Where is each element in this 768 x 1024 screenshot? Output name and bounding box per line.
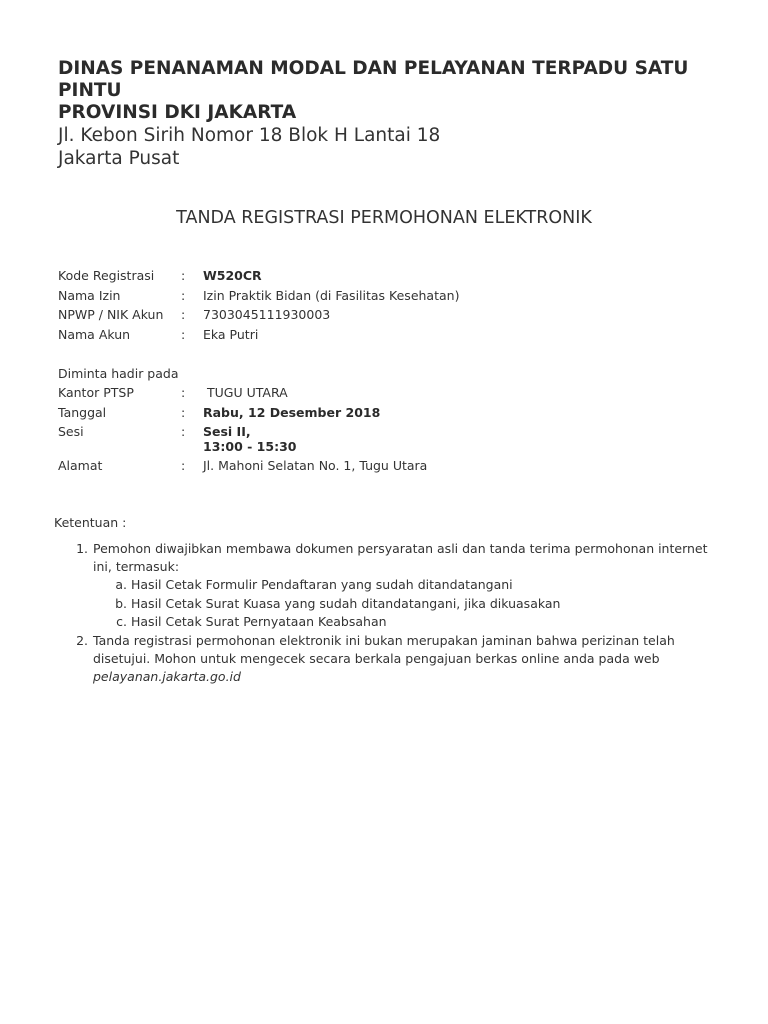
website-link[interactable]: pelayanan.jakarta.go.id bbox=[93, 668, 241, 684]
colon: : bbox=[181, 458, 186, 473]
row-npwp-nik bbox=[58, 305, 718, 325]
agency-address: Jl. Kebon Sirih Nomor 18 Blok H Lantai 18 bbox=[58, 125, 441, 146]
colon: : bbox=[181, 424, 186, 439]
value-nama-akun: Eka Putri bbox=[203, 326, 259, 342]
label-nama-izin: Nama Izin bbox=[58, 287, 121, 303]
row-tanggal bbox=[58, 403, 718, 423]
row-nama-akun bbox=[58, 325, 718, 345]
row-sesi bbox=[58, 422, 718, 456]
colon: : bbox=[181, 326, 186, 342]
value-nama-izin: Izin Praktik Bidan (di Fasilitas Kesehatan) bbox=[203, 287, 460, 303]
label-sesi: Sesi bbox=[58, 424, 84, 439]
value-npwp-nik: 7303045111930003 bbox=[203, 307, 331, 322]
agency-name: DINAS PENANAMAN MODAL DAN PELAYANAN TERPADU SATU PINTU bbox=[58, 58, 689, 101]
terms-subitem: c. Hasil Cetak Surat Pernyataan Keabsahan bbox=[131, 613, 714, 632]
value-sesi-name: Sesi II, bbox=[203, 424, 251, 439]
registration-details bbox=[58, 266, 718, 476]
terms-section bbox=[54, 514, 714, 686]
terms-item bbox=[92, 632, 714, 686]
label-diminta-hadir: Diminta hadir pada bbox=[58, 365, 179, 381]
label-nama-akun: Nama Akun bbox=[58, 326, 131, 342]
row-kantor-ptsp bbox=[58, 383, 718, 403]
value-kantor-ptsp: TUGU UTARA bbox=[207, 385, 288, 400]
value-kode-registrasi: W520CR bbox=[203, 268, 262, 283]
letterhead bbox=[58, 58, 718, 170]
terms-item-text: Pemohon diwajibkan membawa dokumen persyaratan asli dan tanda terima permohonan internet ini, termasuk: bbox=[93, 541, 708, 574]
terms-list bbox=[54, 540, 714, 686]
terms-sublist bbox=[93, 576, 714, 632]
label-alamat: Alamat bbox=[58, 458, 103, 473]
terms-subitem: b. Hasil Cetak Surat Kuasa yang sudah ditandatangani, jika dikuasakan bbox=[131, 595, 714, 614]
agency-city: Jakarta Pusat bbox=[58, 148, 180, 169]
row-kode-registrasi bbox=[58, 266, 718, 286]
value-sesi-time: 13:00 - 15:30 bbox=[203, 439, 297, 454]
label-kantor-ptsp: Kantor PTSP bbox=[58, 385, 134, 400]
value-tanggal: Rabu, 12 Desember 2018 bbox=[203, 404, 381, 420]
terms-item-text: Tanda registrasi permohonan elektronik ini bukan merupakan jaminan bahwa perizinan telah disetujui. Mohon untuk mengecek secara berkala pengajuan berkas online anda pada web bbox=[93, 632, 675, 666]
colon: : bbox=[181, 307, 186, 322]
colon: : bbox=[181, 404, 186, 420]
attendance-intro bbox=[58, 364, 718, 384]
terms-title: Ketentuan : bbox=[54, 515, 127, 530]
colon: : bbox=[181, 385, 186, 400]
spacer bbox=[58, 344, 718, 364]
agency-province: PROVINSI DKI JAKARTA bbox=[58, 102, 297, 123]
colon: : bbox=[181, 287, 186, 303]
label-kode-registrasi: Kode Registrasi bbox=[58, 268, 155, 283]
value-sesi bbox=[203, 422, 718, 456]
terms-subitem: a. Hasil Cetak Formulir Pendaftaran yang sudah ditandatangani bbox=[131, 576, 714, 595]
colon: : bbox=[181, 268, 186, 283]
label-tanggal: Tanggal bbox=[58, 404, 107, 420]
row-nama-izin bbox=[58, 286, 718, 306]
terms-item bbox=[92, 540, 714, 632]
label-npwp-nik: NPWP / NIK Akun bbox=[58, 307, 164, 322]
row-alamat bbox=[58, 456, 718, 476]
document-title: TANDA REGISTRASI PERMOHONAN ELEKTRONIK bbox=[176, 208, 592, 228]
value-alamat: Jl. Mahoni Selatan No. 1, Tugu Utara bbox=[203, 458, 428, 473]
